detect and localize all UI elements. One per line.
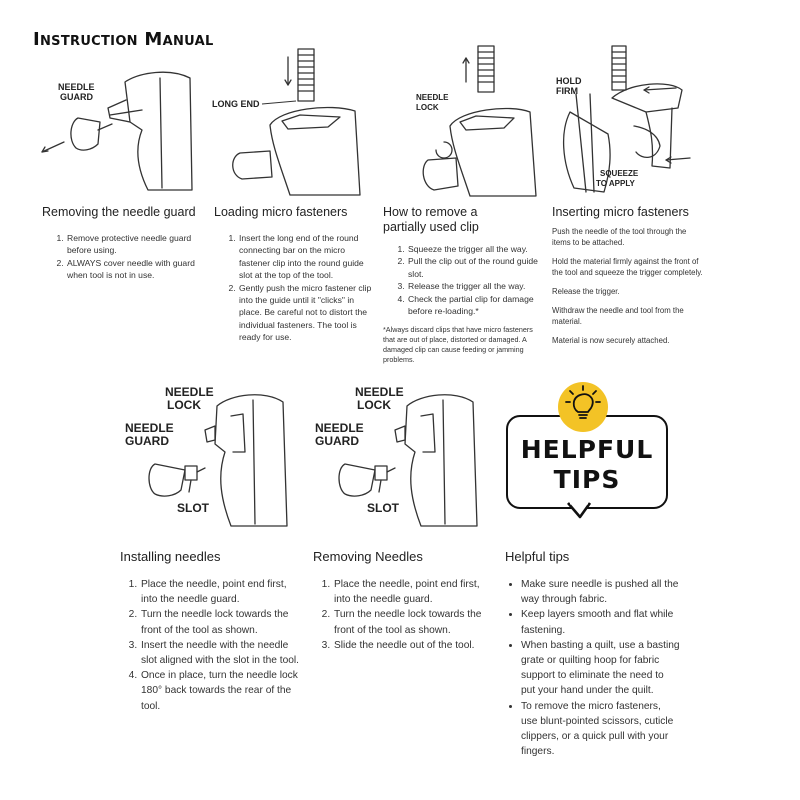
list-item: 2. Pull the clip out of the round guide slot. bbox=[407, 255, 541, 280]
steps-list bbox=[120, 577, 300, 714]
needle-lock-label-2: LOCK bbox=[167, 398, 201, 412]
list-item: 1. Remove protective needle guard before using. bbox=[66, 232, 202, 257]
section-removing-guard bbox=[42, 205, 202, 282]
steps-list bbox=[42, 232, 202, 282]
lightbulb-icon bbox=[558, 382, 608, 432]
footnote: *Always discard clips that have micro fasteners that are out of place, distorted or damaged. A damaged clip can cause feeding or jamming problems. bbox=[383, 325, 533, 365]
loading-illustration bbox=[210, 45, 380, 195]
paragraph: Hold the material firmly against the front of the tool and squeeze the trigger completely. bbox=[552, 257, 703, 277]
section-title: Removing the needle guard bbox=[42, 205, 196, 219]
list-item: 3. Release the trigger all the way. bbox=[407, 280, 541, 292]
slot-label: SLOT bbox=[367, 501, 399, 515]
section-title: Inserting micro fasteners bbox=[552, 205, 689, 219]
needle-lock-label-1: NEEDLE bbox=[165, 385, 214, 399]
section-inserting bbox=[552, 205, 707, 354]
list-item: 3. Slide the needle out of the tool. bbox=[333, 638, 493, 653]
list-item: • Keep layers smooth and flat while fastening. bbox=[521, 607, 680, 637]
section-installing-needles bbox=[120, 549, 300, 714]
paragraph: Material is now securely attached. bbox=[552, 336, 670, 345]
list-item: 2. ALWAYS cover needle with guard when tool is not in use. bbox=[66, 257, 202, 282]
section-removing-needles bbox=[313, 549, 493, 653]
section-title: How to remove a partially used clip bbox=[383, 205, 479, 234]
installing-needles-illustration bbox=[115, 380, 305, 530]
list-item: 2. Turn the needle lock towards the front of the tool as shown. bbox=[140, 607, 300, 637]
page-title: Instruction Manual bbox=[33, 29, 214, 50]
hold-firm-label-2: FIRM bbox=[556, 86, 578, 96]
removing-needles-illustration bbox=[305, 380, 495, 530]
list-item: 1. Insert the long end of the round connecting bar on the micro fastener clip into the round guide slot at the top of the tool. bbox=[238, 232, 372, 282]
inserting-illustration bbox=[550, 42, 700, 197]
list-item: 4. Once in place, turn the needle lock 180° back towards the rear of the tool. bbox=[140, 668, 300, 714]
paragraph: Withdraw the needle and tool from the material. bbox=[552, 306, 684, 326]
list-item: • To remove the micro fasteners, use blunt-pointed scissors, cuticle clippers, or a quick pull with your fingers. bbox=[521, 699, 680, 760]
section-title: Helpful tips bbox=[505, 549, 570, 564]
section-title: Loading micro fasteners bbox=[214, 205, 348, 219]
needle-lock-label-2: LOCK bbox=[357, 398, 391, 412]
needle-lock-label-1: NEEDLE bbox=[416, 93, 449, 102]
badge-pointer bbox=[568, 503, 592, 521]
long-end-label: LONG END bbox=[212, 99, 260, 109]
list-item: 1. Squeeze the trigger all the way. bbox=[407, 243, 541, 255]
tips-list bbox=[505, 577, 680, 759]
list-item: • Make sure needle is pushed all the way through fabric. bbox=[521, 577, 680, 607]
list-item: 2. Turn the needle lock towards the front of the tool as shown. bbox=[333, 607, 493, 637]
partial-clip-illustration bbox=[410, 40, 550, 200]
needle-guard-label-2: GUARD bbox=[60, 92, 93, 102]
needle-guard-label-1: NEEDLE bbox=[315, 421, 364, 435]
needle-guard-label-2: GUARD bbox=[125, 434, 169, 448]
remove-guard-illustration bbox=[30, 60, 200, 200]
needle-guard-label-1: NEEDLE bbox=[125, 421, 174, 435]
squeeze-label-2: TO APPLY bbox=[596, 179, 635, 188]
list-item: • When basting a quilt, use a basting grate or quilting hoop for fabric support to eliminate the need to put your hand under the quilt. bbox=[521, 638, 680, 699]
list-item: 1. Place the needle, point end first, into the needle guard. bbox=[333, 577, 493, 607]
badge-line-2: TIPS bbox=[553, 465, 621, 494]
hold-firm-label-1: HOLD bbox=[556, 76, 582, 86]
paragraph: Release the trigger. bbox=[552, 287, 620, 296]
list-item: 4. Check the partial clip for damage before re-loading.* bbox=[407, 293, 541, 318]
needle-lock-label-2: LOCK bbox=[416, 103, 439, 112]
needle-guard-label-1: NEEDLE bbox=[58, 82, 95, 92]
paragraph: Push the needle of the tool through the items to be attached. bbox=[552, 227, 687, 247]
steps-list bbox=[313, 577, 493, 653]
steps-list bbox=[383, 243, 541, 317]
squeeze-label-1: SQUEEZE bbox=[600, 169, 639, 178]
needle-guard-label-2: GUARD bbox=[315, 434, 359, 448]
section-loading bbox=[214, 205, 372, 344]
section-title: Installing needles bbox=[120, 549, 221, 564]
section-title: Removing Needles bbox=[313, 549, 423, 564]
list-item: 1. Place the needle, point end first, into the needle guard. bbox=[140, 577, 300, 607]
list-item: 2. Gently push the micro fastener clip into the guide until it "clicks" in place. Be careful not to distort the individual fasteners. The tool is ready for use. bbox=[238, 282, 372, 344]
section-helpful-tips bbox=[505, 549, 680, 759]
steps-list bbox=[214, 232, 372, 344]
badge-line-1: HELPFUL bbox=[520, 435, 654, 464]
section-partial-clip bbox=[383, 205, 541, 365]
needle-lock-label-1: NEEDLE bbox=[355, 385, 404, 399]
list-item: 3. Insert the needle with the needle slot aligned with the slot in the tool. bbox=[140, 638, 300, 668]
slot-label: SLOT bbox=[177, 501, 209, 515]
